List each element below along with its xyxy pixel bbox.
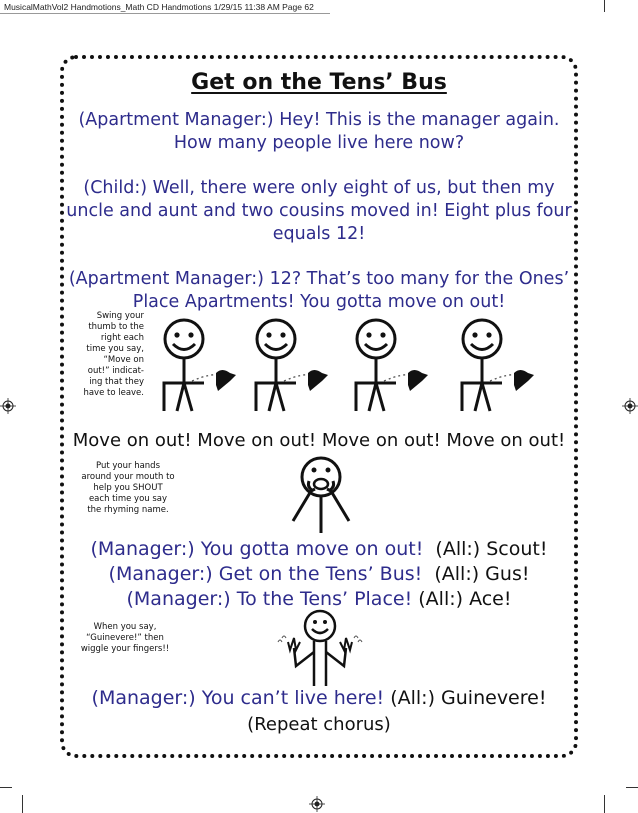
call-response-line: [62, 686, 576, 711]
dialogue-line: (Apartment Manager:) 12? That’s too many for the Ones’: [68, 269, 570, 289]
stick-figure-wiggle-fingers-icon: [272, 608, 368, 688]
chorus-line: Move on out! Move on out! Move on out! Move on out!: [72, 430, 566, 451]
manager-call: (Manager:) Get on the Tens’ Bus!: [108, 563, 423, 585]
repeat-chorus-line: (Repeat chorus): [247, 714, 391, 735]
stick-figure-thumb-icon: [456, 315, 538, 413]
dialogue-line: (Apartment Manager:) Hey! This is the manager again.: [78, 110, 560, 130]
all-response: (All:) Scout!: [435, 538, 548, 560]
registration-mark-icon: [309, 796, 325, 812]
registration-mark-icon: [0, 398, 16, 414]
call-response-line: [62, 537, 576, 562]
stick-figure-shouting-icon: [285, 455, 357, 535]
slug-rule: [0, 13, 330, 14]
manager-call: (Manager:) You can’t live here!: [91, 687, 385, 709]
dialogue-line: (Child:) Well, there were only eight of us, but then my: [83, 178, 555, 198]
crop-mark-right-bottom-h: [626, 787, 638, 788]
instruction-note-shout: Put your hands around your mouth to help you SHOUT each time you say the rhyming name.: [81, 461, 175, 515]
print-slug: MusicalMathVol2 Handmotions_Math CD Handmotions 1/29/15 11:38 AM Page 62: [4, 2, 314, 12]
instruction-note-thumb: Swing your thumb to the right each time you say, “Move on out!” indicat- ing that they have to leave.: [83, 311, 144, 398]
all-response: (All:) Gus!: [434, 563, 530, 585]
instruction-note-wiggle: When you say, “Guinevere!” then wiggle your fingers!!: [80, 622, 170, 654]
dialogue-line: How many people live here now?: [173, 133, 465, 153]
dialogue-line: equals 12!: [272, 224, 366, 244]
crop-mark-right-bottom-v: [604, 795, 605, 813]
dialogue-line: uncle and aunt and two cousins moved in! Eight plus four: [66, 201, 572, 221]
dialogue-manager-1: [62, 109, 576, 155]
manager-call: (Manager:) You gotta move on out!: [90, 538, 424, 560]
crop-mark-left-bottom-v: [22, 795, 23, 813]
all-response: (All:) Guinevere!: [390, 687, 547, 709]
dialogue-manager-2: [62, 268, 576, 314]
dialogue-line: Place Apartments! You gotta move on out!: [132, 292, 506, 312]
crop-mark-left-bottom-h: [0, 787, 12, 788]
registration-mark-icon: [622, 398, 638, 414]
manager-call: (Manager:) To the Tens’ Place!: [126, 588, 413, 610]
page-title: Get on the Tens’ Bus: [191, 70, 447, 95]
stick-figure-thumb-icon: [250, 315, 332, 413]
all-response: (All:) Ace!: [418, 588, 512, 610]
crop-mark-top-right: [604, 0, 605, 12]
call-response-line: [62, 562, 576, 587]
dialogue-child: [62, 177, 576, 246]
stick-figure-thumb-icon: [350, 315, 432, 413]
stick-figure-thumb-icon: [158, 315, 240, 413]
